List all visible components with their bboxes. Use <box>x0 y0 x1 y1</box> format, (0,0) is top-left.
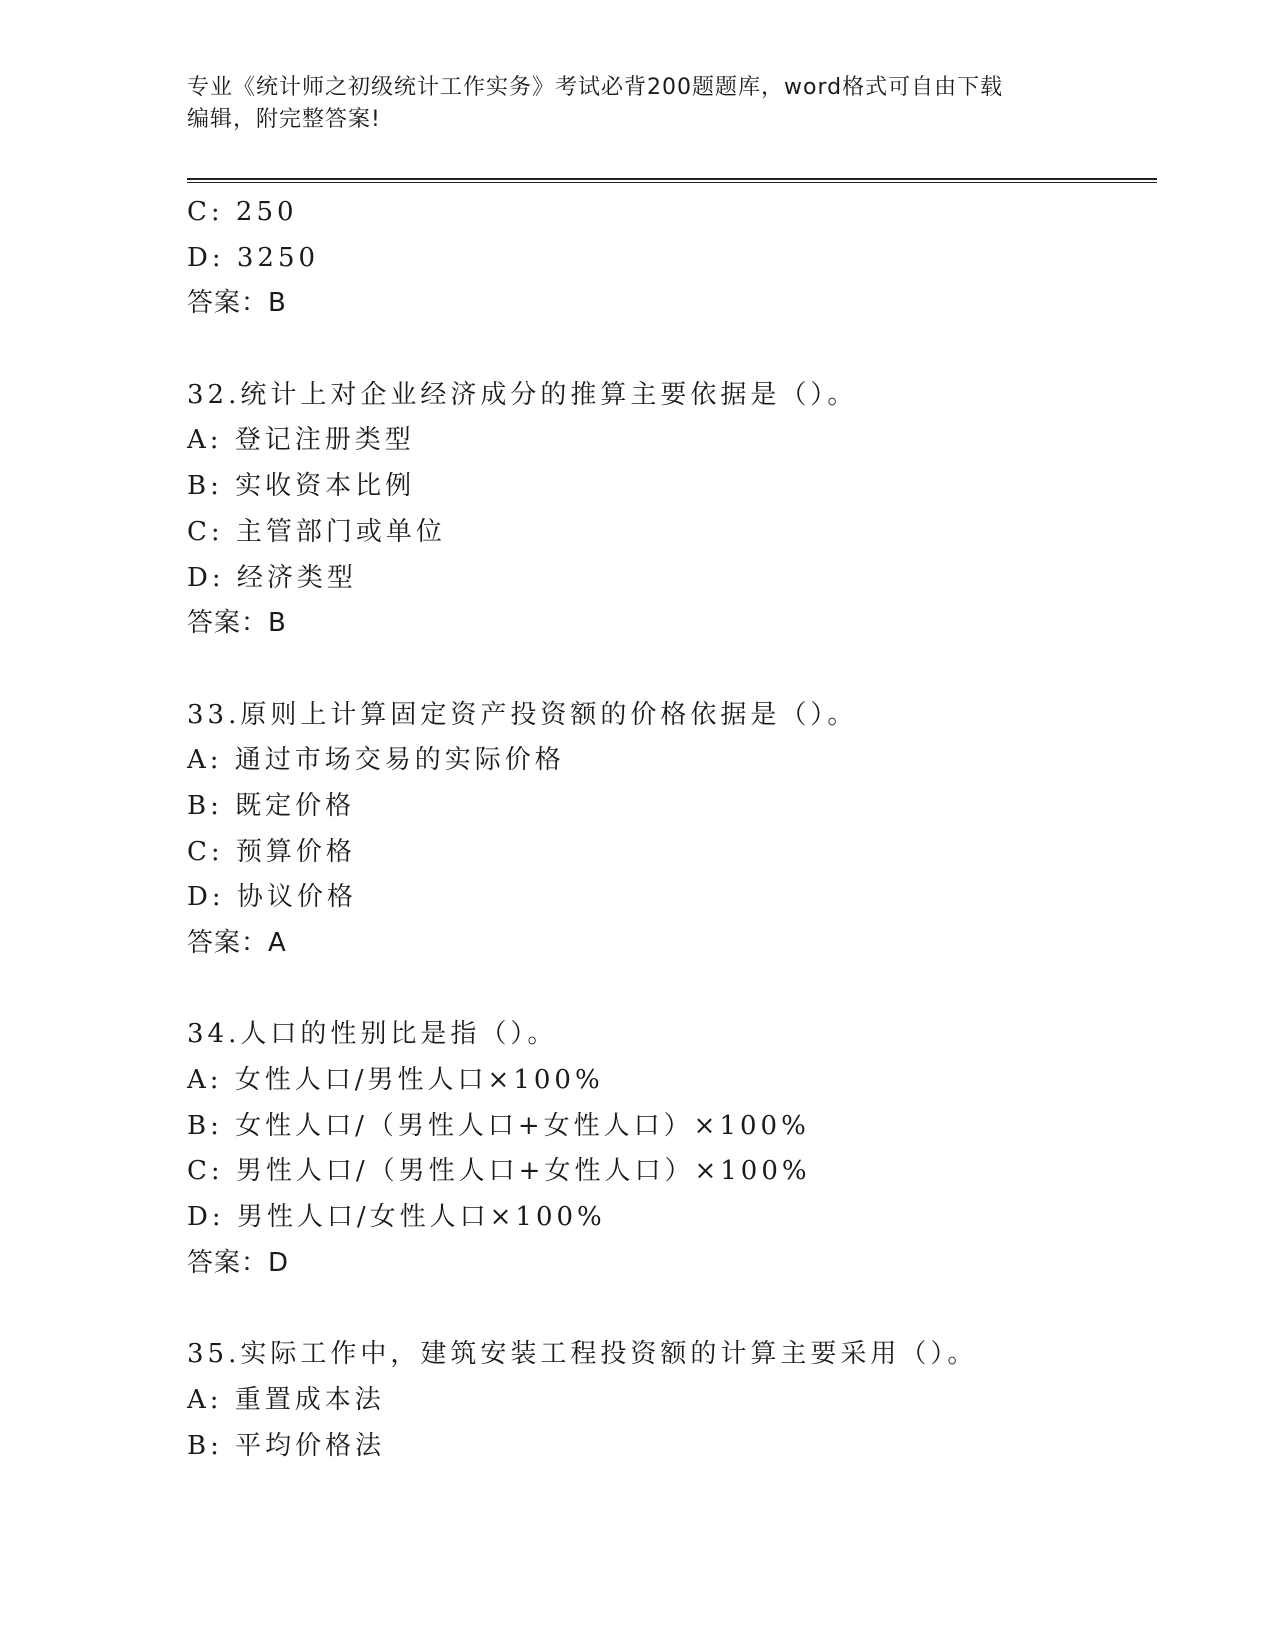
option-b: B: 既定价格 <box>187 790 356 821</box>
answer-line: 答案：B <box>187 608 287 639</box>
answer-line: 答案：B <box>187 288 287 319</box>
header-divider <box>187 178 1157 183</box>
spacer <box>187 647 1157 693</box>
option-d: D: 经济类型 <box>187 562 357 593</box>
header-title-line-1: 专业《统计师之初级统计工作实务》考试必背200题题库，word格式可自由下载 <box>187 75 1004 100</box>
option-b: B: 女性人口/（男性人口+女性人口）×100% <box>187 1110 810 1141</box>
question-list <box>187 190 1157 1469</box>
question-stem: 35.实际工作中，建筑安装工程投资额的计算主要采用（）。 <box>187 1339 978 1370</box>
option-a: A: 登记注册类型 <box>187 425 415 456</box>
question-stem: 34.人口的性别比是指（）。 <box>187 1019 558 1050</box>
option-a: A: 女性人口/男性人口×100% <box>187 1065 604 1096</box>
answer-line: 答案：A <box>187 928 287 958</box>
header-title-line-2: 编辑，附完整答案! <box>187 107 381 132</box>
option-c: C: 主管部门或单位 <box>187 516 446 547</box>
question-stem: 32.统计上对企业经济成分的推算主要依据是（）。 <box>187 379 858 410</box>
question-stem: 33.原则上计算固定资产投资额的价格依据是（）。 <box>187 699 858 730</box>
option-c: C: 预算价格 <box>187 836 356 867</box>
option-c: C: 250 <box>187 197 298 227</box>
option-b: B: 实收资本比例 <box>187 471 416 502</box>
option-d: D: 协议价格 <box>187 882 357 913</box>
spacer <box>187 327 1157 373</box>
option-d: D: 男性人口/女性人口×100% <box>187 1202 606 1233</box>
spacer <box>187 967 1157 1013</box>
option-d: D: 3250 <box>187 242 320 273</box>
option-b: B: 平均价格法 <box>187 1430 386 1461</box>
spacer <box>187 1287 1157 1333</box>
document-header <box>187 72 1087 136</box>
option-a: A: 重置成本法 <box>187 1384 385 1415</box>
option-a: A: 通过市场交易的实际价格 <box>187 745 565 776</box>
option-c: C: 男性人口/（男性人口+女性人口）×100% <box>187 1156 811 1187</box>
answer-line: 答案：D <box>187 1247 290 1278</box>
